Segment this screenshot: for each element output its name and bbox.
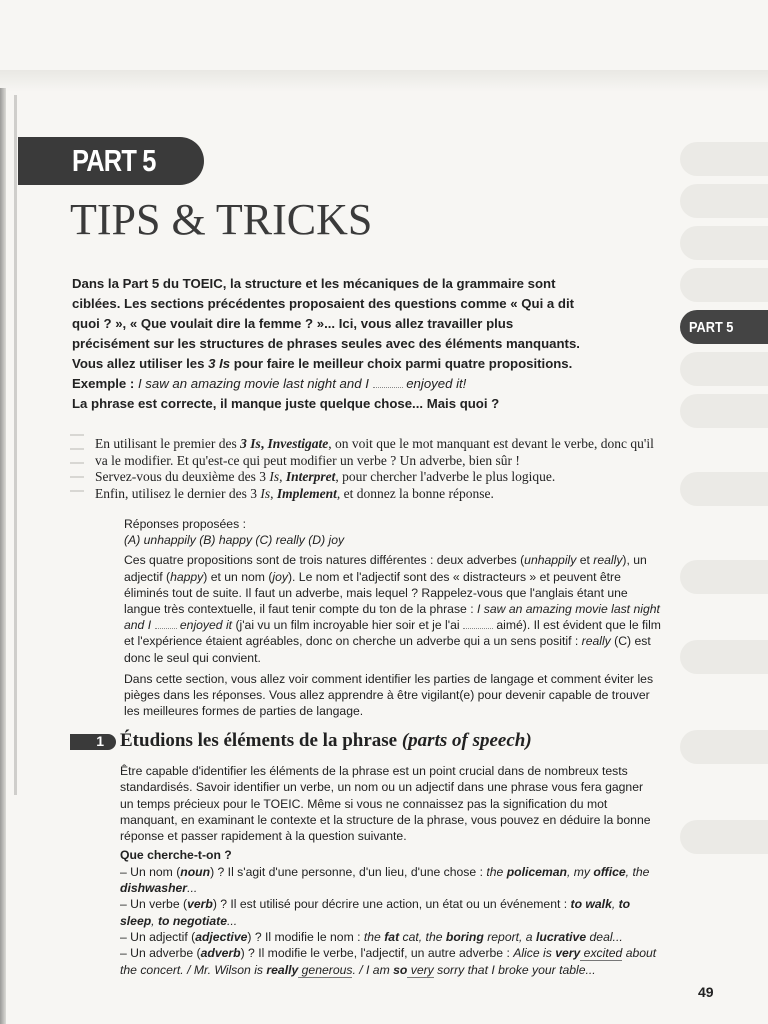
part-tab [18,137,204,185]
side-tab-faded [680,820,768,854]
step-investigate: En utilisant le premier des 3 Is, Investigate, on voit que le mot manquant est devant le verbe, donc qu'il va le modifier. Et qu'est-ce qui peut modifier un verbe ? Un adverbe, bien sûr ! [95,436,654,468]
side-tab-faded [680,142,768,176]
intro-text: Dans la Part 5 du TOEIC, la structure et les mécaniques de la grammaire sont ciblées. Les sections précédentes proposaient des questions comme « Qui a dit quoi ? », « Que voulait dire la femme ? »... Ici, vous allez travailler plus précisément sur les structures de phrases seules avec des éléments manquants. Vous allez utiliser les 3 Is pour faire le meilleur choix parmi quatre propositions. [72,276,580,371]
list-item-verb: – Un verbe (verb) ? Il est utilisé pour décrire une action, un état ou un événement : to walk, to sleep, to negotiate... [120,897,631,928]
side-tab-faded [680,640,768,674]
answer-options: (A) unhappily (B) happy (C) really (D) joy [124,533,345,548]
intro-conclusion: La phrase est correcte, il manque juste quelque chose... Mais quoi ? [72,396,500,411]
section-title: Étudions les éléments de la phrase (parts of speech) [120,730,532,751]
part-label: PART 5 [72,143,156,178]
side-tab-active [680,310,768,344]
section-question: Que cherche-t-on ? [120,848,232,863]
intro-paragraph [72,274,592,414]
example-line: Exemple : I saw an amazing movie last night and I enjoyed it! [72,376,467,391]
answers-block [124,516,664,719]
margin-marks [70,434,84,504]
answers-explanation: Ces quatre propositions sont de trois natures différentes : deux adverbes (unhappily et really), un adjectif (happy) et un nom (joy). Le nom et l'adjectif sont des « distracteurs » et peuvent être éliminés tout de suite. Il faut un adverbe, mais lequel ? Rappelez-vous que l'anglais étant une langue très contextuelle, il faut tenir compte du ton de la phrase : I saw an amazing movie last night and I enjoyed it (j'ai vu un film incroyable hier soir et je l'ai aimé). Il est évident que le film et l'expérience étaient agréables, donc on cherche un adverbe qui a un sens positif : really (C) est donc le seul qui convient. [124,553,661,665]
side-tab-faded [680,730,768,764]
section-overview: Dans cette section, vous allez voir comment identifier les parties de langage et comment éviter les pièges dans les réponses. Vous allez apprendre à être vigilant(e) pour devenir capable de trouver les meilleures formes de parties de langage. [124,671,654,719]
list-item-adjective: – Un adjectif (adjective) ? Il modifie le nom : the fat cat, the boring report, a lucrative deal... [120,929,623,944]
three-is-steps [95,436,655,502]
side-tab-faded [680,472,768,506]
side-tab-faded [680,184,768,218]
section-number-badge [70,734,116,750]
side-tab-faded [680,394,768,428]
section-number: 1 [96,733,104,749]
answers-label: Réponses proposées : [124,517,246,531]
list-item-noun: – Un nom (noun) ? Il s'agit d'une personne, d'un lieu, d'une chose : the policeman, my office, the dishwasher... [120,864,650,896]
page-title: TIPS & TRICKS [70,195,373,244]
page-number: 49 [698,984,714,1000]
list-item-adverb: – Un adverbe (adverb) ? Il modifie le verbe, l'adjectif, un autre adverbe : Alice is very excited about the concert. / Mr. Wilson is really generous. / I am so very sorry that I broke your table... [120,946,657,977]
section-paragraph: Être capable d'identifier les éléments de la phrase est un point crucial dans de nombreux tests standardisés. Savoir identifier un verbe, un nom ou un adjectif dans une phrase vous fera gagner un temps précieux pour le TOEIC. Même si vous ne connaissez pas la signification du mot manquant, en examinant le contexte et la structure de la phrase, vous pouvez en déduire la bonne réponse et passer rapidement à la question suivante. [120,764,651,844]
step-implement: Enfin, utilisez le dernier des 3 Is, Implement, et donnez la bonne réponse. [95,485,494,501]
side-tab-faded [680,352,768,386]
side-tab-faded [680,560,768,594]
page-top-shadow [0,70,768,92]
page-edge-line [14,95,17,795]
side-tab-faded [680,226,768,260]
side-tab-faded [680,268,768,302]
page-spine-shadow [0,88,6,1024]
step-interpret: Servez-vous du deuxième des 3 Is, Interpret, pour chercher l'adverbe le plus logique. [95,469,556,485]
section-body [120,763,658,978]
side-tab-label: PART 5 [689,319,734,336]
